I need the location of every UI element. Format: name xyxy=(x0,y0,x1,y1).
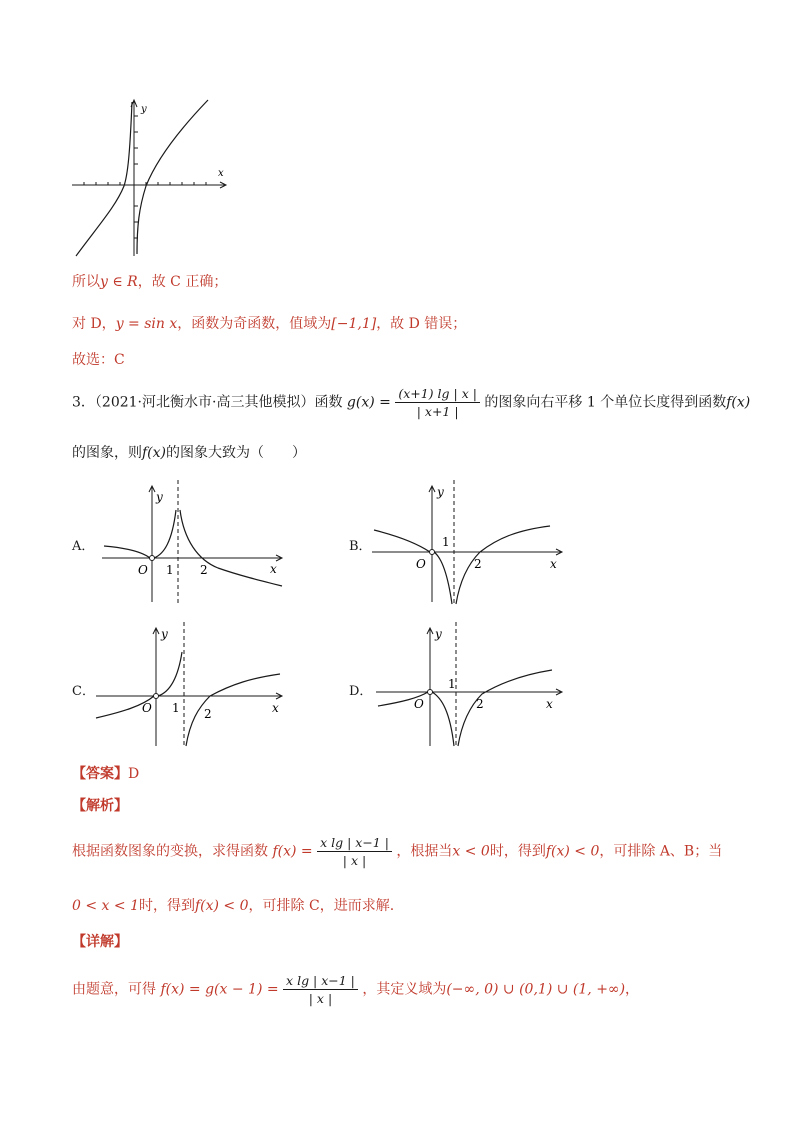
question-3-line-1: 3．（2021·河北衡水市·高三其他模拟）函数 g(x) = $\frac{(x+1) \lg | x |}{| x+1 |}$ 的图象向右平移 1 个单位长度得到函数f(x) xyxy=(72,386,751,419)
svg-text:x: x xyxy=(270,562,277,576)
question-source: （2021·河北衡水市·高三其他模拟） xyxy=(94,394,315,411)
y-axis-label: y xyxy=(141,104,147,115)
g-definition: g(x) = xyxy=(346,394,391,411)
svg-text:2: 2 xyxy=(474,557,482,571)
y-ticks xyxy=(134,116,138,238)
option-d-graph[interactable] xyxy=(372,622,568,752)
svg-text:1: 1 xyxy=(172,701,180,715)
option-c-graph[interactable] xyxy=(92,622,288,752)
option-a-graph[interactable] xyxy=(98,480,288,610)
svg-text:1: 1 xyxy=(442,535,450,549)
option-d-label[interactable]: D． xyxy=(349,684,373,699)
option-c-label[interactable]: C． xyxy=(72,684,95,699)
svg-text:1: 1 xyxy=(166,563,174,577)
analysis-label: 【解析】 xyxy=(72,798,128,814)
svg-text:2: 2 xyxy=(476,697,484,711)
option-d-analysis-line: 对 D，y = sin x，函数为奇函数，值域为[−1,1]，故 D 错误； xyxy=(72,316,467,332)
svg-text:x: x xyxy=(272,701,279,715)
svg-text:O: O xyxy=(142,701,152,715)
top-function-graph xyxy=(68,96,238,261)
analysis-f-fraction: $\frac{\text{x lg | x−1 |}}{| x |}$ xyxy=(317,834,392,869)
svg-text:1: 1 xyxy=(448,677,456,691)
x-axis-label: x xyxy=(218,168,224,179)
detail-f-fraction: $\frac{\text{x lg | x−1 |}}{| x |}$ xyxy=(283,972,358,1007)
question-3-line-2: 的图象，则f(x)的图象大致为（ ） xyxy=(72,445,307,461)
svg-text:2: 2 xyxy=(200,563,208,577)
detail-line-1: 由题意，可得 f(x) = g(x − 1) = $\frac{\text{x lg | x−1 |}}{| x |}$ ，其定义域为(−∞, 0) ∪ (0,1) ∪ (1, +∞)， xyxy=(72,973,640,1006)
g-fraction: $\frac{(x+1) \lg | x |}{| x+1 |}$ xyxy=(395,385,480,420)
svg-text:O: O xyxy=(414,697,424,711)
domain-expression: (−∞, 0) ∪ (0,1) ∪ (1, +∞) xyxy=(446,981,626,998)
option-a-label[interactable]: A． xyxy=(72,539,95,554)
svg-text:x: x xyxy=(546,697,553,711)
svg-text:O: O xyxy=(416,557,426,571)
right-branch xyxy=(137,100,208,254)
svg-text:y: y xyxy=(435,627,442,641)
detail-label: 【详解】 xyxy=(72,934,128,950)
conclusion-c-line: 所以y ∈ R，故 C 正确； xyxy=(72,274,228,290)
analysis-line-1: 根据函数图象的变换，求得函数 f(x) = $\frac{\text{x lg | x−1 |}}{| x |}$ ，根据当x < 0时，得到f(x) < 0，可排除 A、B；当 xyxy=(72,835,723,868)
left-branch xyxy=(76,102,132,256)
previous-answer-choice: 故选：C xyxy=(72,352,125,368)
option-b-graph[interactable] xyxy=(368,480,568,610)
svg-text:y: y xyxy=(437,485,444,499)
svg-text:O: O xyxy=(138,563,148,577)
answer-line: 【答案】D xyxy=(72,766,140,782)
svg-text:2: 2 xyxy=(204,707,212,721)
svg-text:y: y xyxy=(156,490,163,504)
svg-text:x: x xyxy=(550,557,557,571)
option-b-label[interactable]: B． xyxy=(349,539,372,554)
svg-text:y: y xyxy=(161,627,168,641)
answer-value: D xyxy=(128,766,140,782)
analysis-line-2: 0 < x < 1时，得到f(x) < 0，可排除 C，进而求解. xyxy=(72,898,395,914)
